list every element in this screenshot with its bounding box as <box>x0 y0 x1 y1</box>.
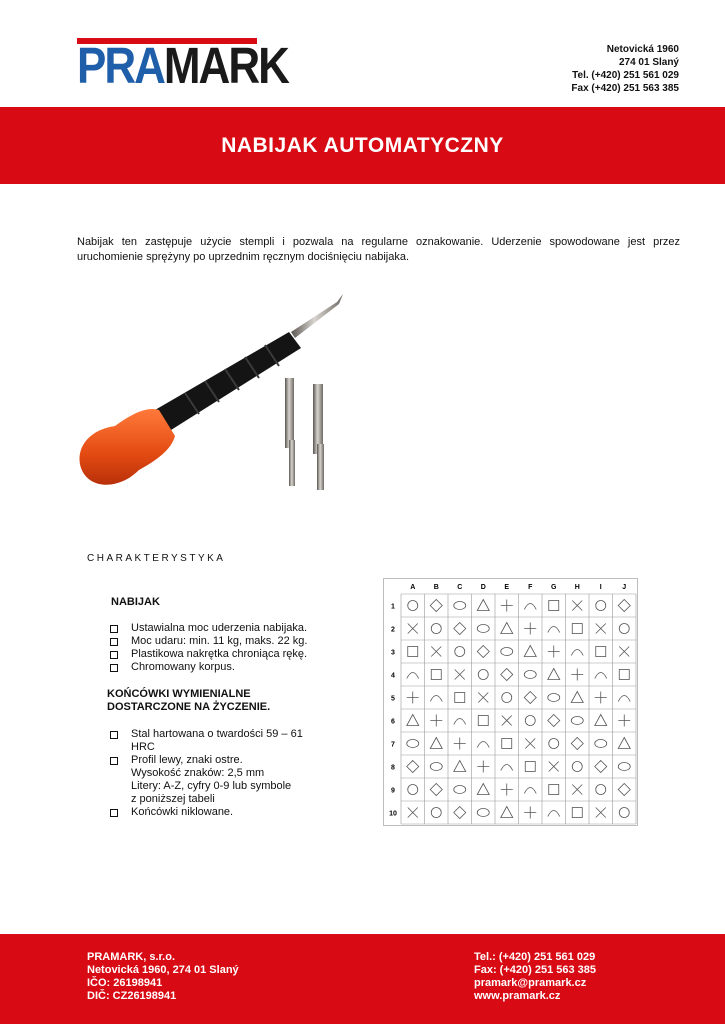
tips-heading <box>107 688 347 714</box>
list-item-text: Wysokość znaków: 2,5 mm <box>131 767 265 779</box>
checkbox-bullet-icon <box>110 809 118 817</box>
list-item-text: z poniższej tabeli <box>131 793 215 805</box>
symbol-column-label: A <box>410 584 416 591</box>
list-item-text: Litery: A-Z, cyfry 0-9 lub symbole <box>131 780 292 792</box>
symbol-row-label: 1 <box>391 603 395 611</box>
list-item-text: HRC <box>131 741 155 753</box>
footer-website[interactable]: www.pramark.cz <box>474 990 561 1002</box>
symbol-column-label: D <box>480 584 486 591</box>
intro-paragraph: Nabijak ten zastępuje użycie stempli i pozwala na regularne oznakowanie. Uderzenie spowodowane jest przez uruchomienie sprężyny po uprzednim ręcznym dociśnięciu nabijaka. <box>77 236 680 263</box>
symbol-row-label: 4 <box>391 672 395 680</box>
logo-text-pra: PRA <box>77 37 164 95</box>
tips-heading-line: KOŃCÓWKI WYMIENIALNE <box>107 688 251 700</box>
symbol-row-label: 3 <box>391 649 395 657</box>
symbol-table <box>383 578 638 826</box>
symbol-row-label: 8 <box>391 764 395 772</box>
footer-company <box>87 951 239 1003</box>
title-banner <box>0 107 725 184</box>
symbol-column-label: C <box>457 584 463 591</box>
footer-email[interactable]: pramark@pramark.cz <box>474 977 587 989</box>
symbol-column-label: E <box>504 584 510 591</box>
list-item <box>107 806 347 819</box>
list-item-text: Chromowany korpus. <box>131 661 235 673</box>
product-photo <box>75 290 350 500</box>
symbol-row-label: 5 <box>391 695 395 703</box>
symbol-column-label: H <box>574 584 580 591</box>
nabijak-heading: NABIJAK <box>111 596 160 608</box>
footer-dic: DIČ: CZ26198941 <box>87 990 177 1002</box>
list-item <box>107 754 347 806</box>
symbol-column-label: B <box>433 584 439 591</box>
symbol-row-label: 10 <box>389 810 397 818</box>
footer-ico: IČO: 26198941 <box>87 977 163 989</box>
punch-tip <box>291 294 343 338</box>
spare-tip-1 <box>285 378 295 486</box>
list-item-text: Profil lewy, znaki ostre. <box>131 754 243 766</box>
list-item <box>107 648 347 661</box>
footer <box>0 934 725 1024</box>
symbol-column-label: F <box>528 584 533 591</box>
header-fax: Fax (+420) 251 563 385 <box>571 83 679 94</box>
footer-contact <box>474 951 596 1003</box>
list-item-text: Stal hartowana o twardości 59 – 61 <box>131 728 303 740</box>
page-title: NABIJAK AUTOMATYCZNY <box>221 133 504 157</box>
header-address-line: Netovická 1960 <box>606 44 679 55</box>
symbol-column-label: I <box>599 584 602 591</box>
list-item-text: Moc udaru: min. 11 kg, maks. 22 kg. <box>131 635 308 647</box>
symbol-row-label: 2 <box>391 626 395 634</box>
tips-list <box>107 728 347 819</box>
footer-phone: Tel.: (+420) 251 561 029 <box>474 951 596 963</box>
list-item-text: Końcówki niklowane. <box>131 806 234 818</box>
checkbox-bullet-icon <box>110 638 118 646</box>
nabijak-list <box>107 622 347 674</box>
list-item-text: Ustawialna moc uderzenia nabijaka. <box>131 622 308 634</box>
footer-fax: Fax: (+420) 251 563 385 <box>474 964 597 976</box>
spec-block <box>107 596 347 819</box>
section-heading: CHARAKTERYSTYKA <box>87 553 226 564</box>
header-address-line: 274 01 Slaný <box>618 57 679 68</box>
checkbox-bullet-icon <box>110 651 118 659</box>
list-item-text: Plastikowa nakrętka chroniąca rękę. <box>131 648 308 660</box>
checkbox-bullet-icon <box>110 731 118 739</box>
checkbox-bullet-icon <box>110 757 118 765</box>
symbol-row-label: 9 <box>391 787 395 795</box>
punch-handle-cap <box>79 409 175 485</box>
symbol-column-label: G <box>551 584 557 591</box>
footer-company-name: PRAMARK, s.r.o. <box>87 951 176 963</box>
tips-heading-line: DOSTARCZONE NA ŻYCZENIE. <box>107 701 271 713</box>
header-phone: Tel. (+420) 251 561 029 <box>572 70 679 81</box>
list-item <box>107 635 347 648</box>
checkbox-bullet-icon <box>110 664 118 672</box>
list-item <box>107 622 347 635</box>
spare-tip-2 <box>313 384 324 490</box>
footer-address: Netovická 1960, 274 01 Slaný <box>87 964 239 976</box>
punch-grip <box>155 332 301 430</box>
logo-text-mark: MARK <box>163 37 288 95</box>
header-address <box>571 43 679 95</box>
symbol-row-label: 6 <box>391 718 395 726</box>
list-item <box>107 728 347 754</box>
list-item <box>107 661 347 674</box>
symbol-table-frame <box>384 579 638 826</box>
symbol-column-label: J <box>622 584 627 591</box>
checkbox-bullet-icon <box>110 625 118 633</box>
symbol-row-label: 7 <box>391 741 395 749</box>
company-logo <box>77 37 288 95</box>
